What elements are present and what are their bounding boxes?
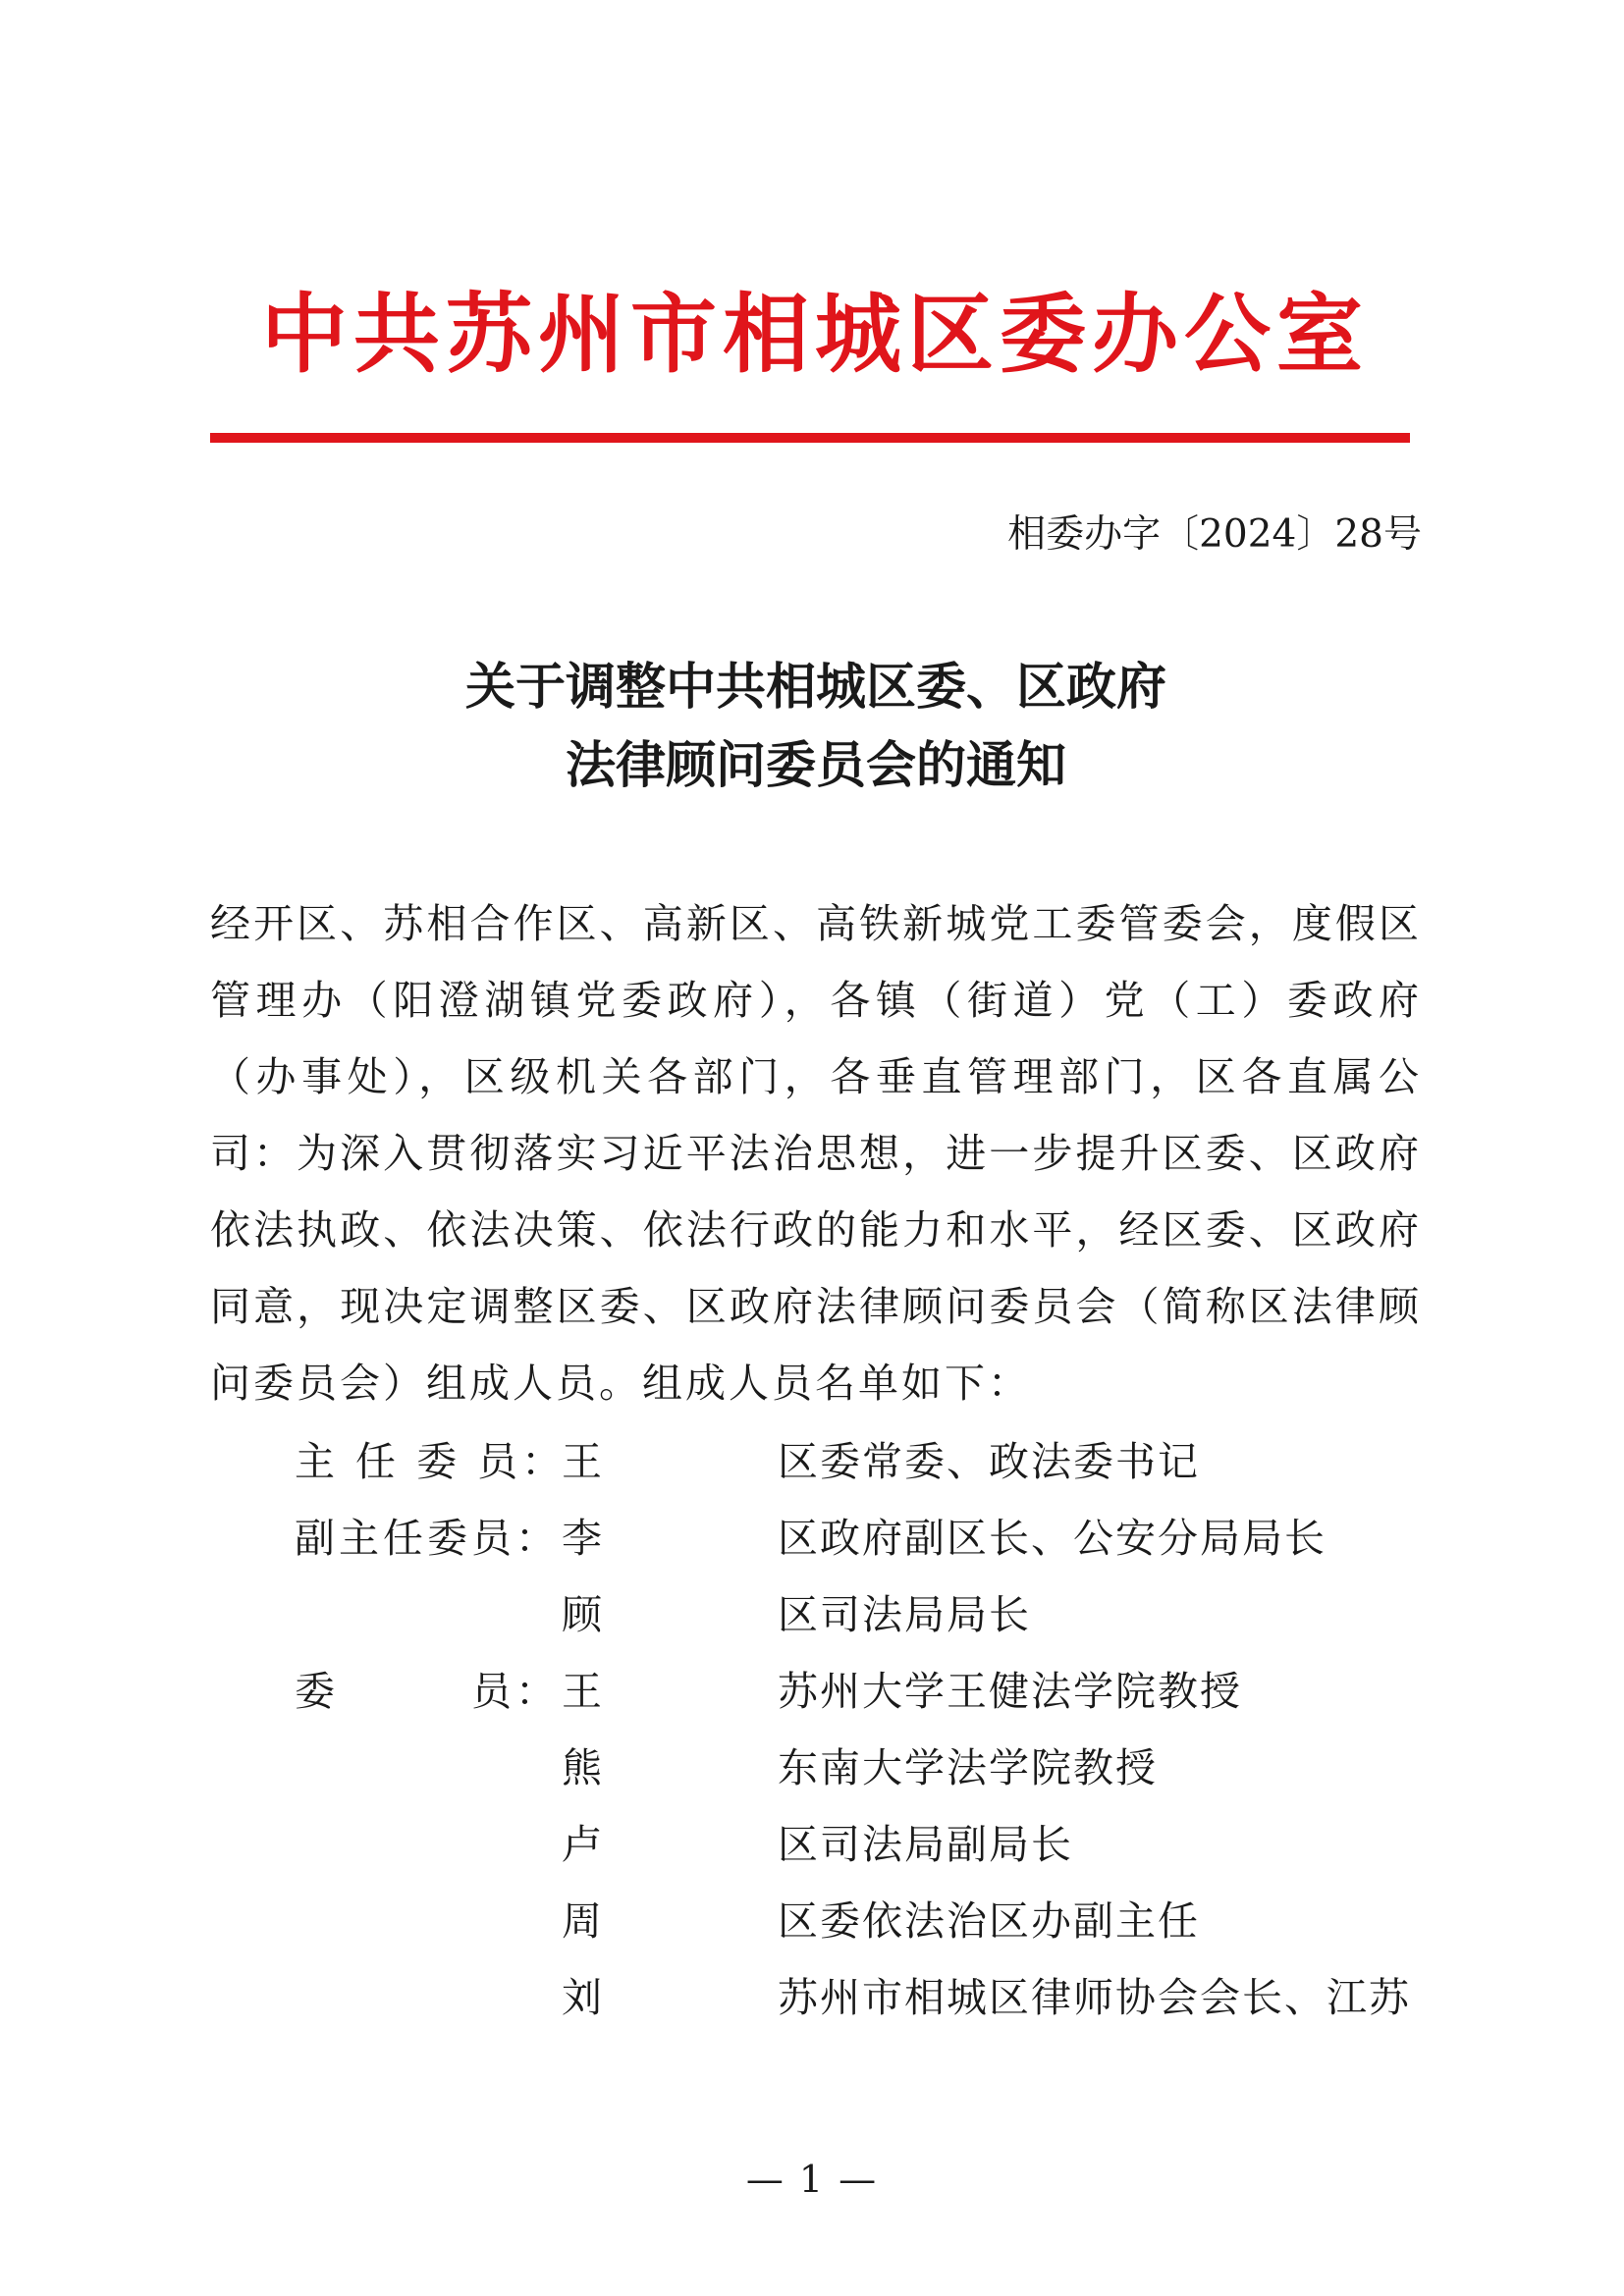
body-paragraph: 为深入贯彻落实习近平法治思想，进一步提升区委、区政府依法执政、依法决策、依法行政的能力和水平，经区委、区政府同意，现决定调整区委、区政府法律顾问委员会（简称区法律顾问委员会）组成人员。组成人员名单如下： <box>210 1130 1422 1407</box>
document-title <box>210 648 1422 805</box>
member-row <box>295 1500 1424 1576</box>
issuing-organization-header: 中共苏州市相城区委办公室 <box>260 283 1369 385</box>
member-name: 熊 <box>562 1744 602 1791</box>
red-header-rule <box>210 433 1410 443</box>
member-name: 周 <box>562 1897 602 1945</box>
member-role: 委 员： <box>295 1668 560 1715</box>
member-row <box>295 1959 1424 2036</box>
member-name: 卢 <box>562 1821 602 1868</box>
member-name: 王 <box>562 1438 602 1485</box>
member-row <box>295 1653 1424 1730</box>
member-title: 东南大学法学院教授 <box>778 1744 1158 1791</box>
document-number: 相委办字〔2024〕28号 <box>1007 512 1422 557</box>
member-row <box>295 1883 1424 1959</box>
addressee-paragraph: 经开区、苏相合作区、高新区、高铁新城党工委管委会，度假区管理办（阳澄湖镇党委政府），各镇（街道）党（工）委政府（办事处），区级机关各部门，各垂直管理部门，区各直属公司： <box>210 900 1422 1177</box>
member-name: 李 <box>562 1515 602 1562</box>
page-number: — 1 — <box>745 2158 879 2201</box>
member-title: 区政府副区长、公安分局局长 <box>778 1515 1326 1562</box>
member-name: 顾 <box>562 1591 602 1638</box>
member-title: 苏州大学王健法学院教授 <box>778 1668 1242 1715</box>
member-title: 区委依法治区办副主任 <box>778 1897 1200 1945</box>
member-row <box>295 1423 1424 1500</box>
member-name: 王 <box>562 1668 602 1715</box>
member-title: 区委常委、政法委书记 <box>778 1438 1200 1485</box>
member-role: 主 任 委 员： <box>295 1438 567 1485</box>
member-row <box>295 1806 1424 1883</box>
member-role: 副主任委员： <box>295 1515 560 1562</box>
member-list <box>295 1423 1424 2036</box>
member-title: 区司法局局长 <box>778 1591 1031 1638</box>
member-row <box>295 1576 1424 1653</box>
member-name: 刘 <box>562 1974 602 2021</box>
title-line-2: 法律顾问委员会的通知 <box>565 736 1066 795</box>
member-title: 苏州市相城区律师协会会长、江苏 <box>778 1974 1411 2021</box>
member-title: 区司法局副局长 <box>778 1821 1073 1868</box>
title-line-1: 关于调整中共相城区委、区政府 <box>464 658 1166 717</box>
member-row <box>295 1730 1424 1806</box>
